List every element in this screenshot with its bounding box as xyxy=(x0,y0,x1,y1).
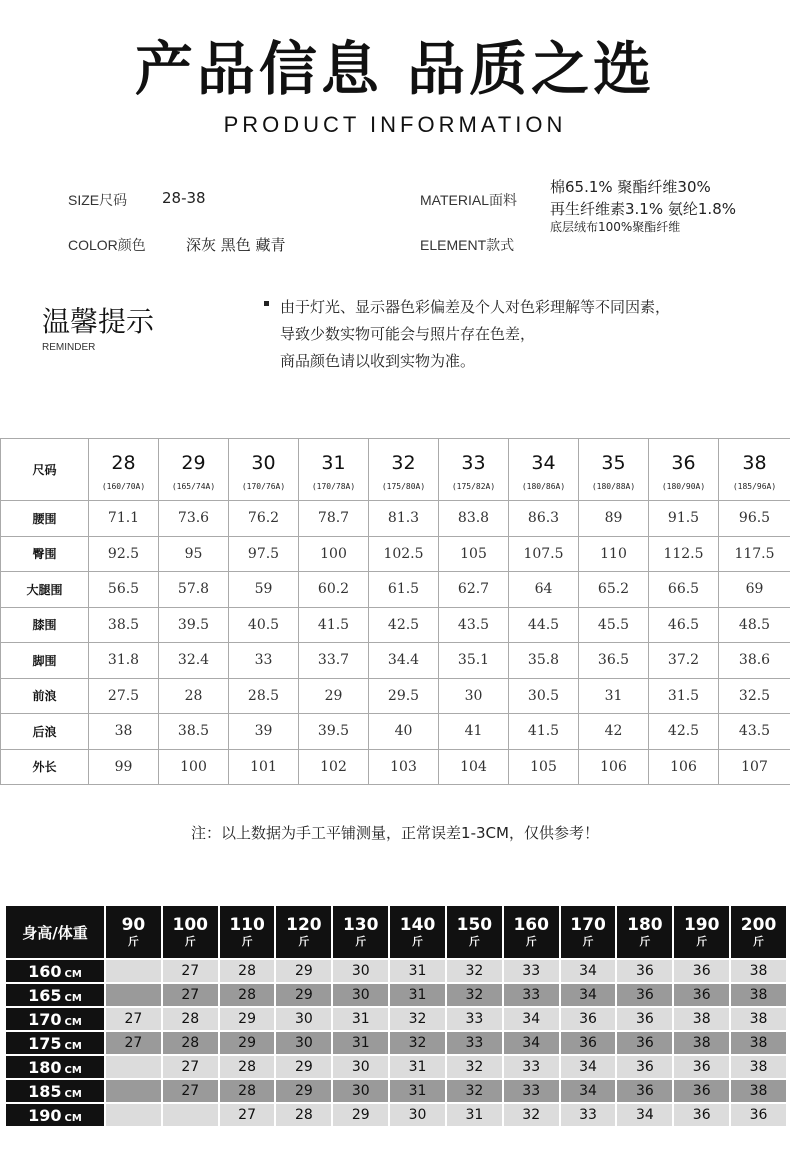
size-header-label: 尺码 xyxy=(1,439,89,501)
table-row xyxy=(1,714,790,750)
size-recommendation-cell: 31 xyxy=(447,1104,502,1126)
table-cell: 91.5 xyxy=(649,501,719,537)
table-cell: 81.3 xyxy=(369,501,439,537)
table-cell: 33.7 xyxy=(299,643,369,679)
size-recommendation-cell: 33 xyxy=(447,1008,502,1030)
table-cell: 35.8 xyxy=(509,643,579,679)
size-recommendation-cell: 27 xyxy=(163,960,218,982)
size-recommendation-cell: 34 xyxy=(561,984,616,1006)
row-label: 腰围 xyxy=(1,501,89,537)
size-recommendation-cell: 32 xyxy=(390,1032,445,1054)
table-cell: 27.5 xyxy=(89,678,159,714)
size-recommendation-cell: 36 xyxy=(617,1008,672,1030)
table-cell: 29 xyxy=(299,678,369,714)
table-cell: 73.6 xyxy=(159,501,229,537)
size-recommendation-cell: 32 xyxy=(504,1104,559,1126)
table-cell: 29.5 xyxy=(369,678,439,714)
table-cell: 34.4 xyxy=(369,643,439,679)
table-cell: 105 xyxy=(509,749,579,785)
height-row xyxy=(6,1104,786,1126)
size-recommendation-cell: 38 xyxy=(731,960,786,982)
size-col-32: 32 (175/80A) xyxy=(369,439,439,501)
size-recommendation-cell: 27 xyxy=(220,1104,275,1126)
size-recommendation-cell: 28 xyxy=(163,1032,218,1054)
row-label: 后浪 xyxy=(1,714,89,750)
size-recommendation-cell: 32 xyxy=(447,984,502,1006)
size-recommendation-cell: 38 xyxy=(731,1080,786,1102)
row-label: 外长 xyxy=(1,749,89,785)
height-row xyxy=(6,1056,786,1078)
table-cell: 112.5 xyxy=(649,536,719,572)
height-label: 190 CM xyxy=(6,1104,104,1126)
size-recommendation-cell: 30 xyxy=(390,1104,445,1126)
table-cell: 33 xyxy=(229,643,299,679)
size-col-35: 35 (180/88A) xyxy=(579,439,649,501)
table-cell: 44.5 xyxy=(509,607,579,643)
size-recommendation-cell: 34 xyxy=(561,960,616,982)
size-recommendation-cell: 28 xyxy=(276,1104,331,1126)
height-label: 175 CM xyxy=(6,1032,104,1054)
table-cell: 31 xyxy=(579,678,649,714)
size-recommendation-cell: 27 xyxy=(106,1008,161,1030)
table-cell: 40 xyxy=(369,714,439,750)
table-cell: 78.7 xyxy=(299,501,369,537)
size-recommendation-cell: 36 xyxy=(674,984,729,1006)
table-cell: 41.5 xyxy=(509,714,579,750)
size-recommendation-cell: 28 xyxy=(220,1056,275,1078)
size-recommendation-cell: 31 xyxy=(390,984,445,1006)
material-line-1: 棉65.1% 聚酯纤维30% xyxy=(550,178,711,196)
size-recommendation-cell: 31 xyxy=(333,1008,388,1030)
size-recommendation-cell: 34 xyxy=(561,1080,616,1102)
table-cell: 61.5 xyxy=(369,572,439,608)
size-recommendation-cell xyxy=(106,1056,161,1078)
size-recommendation-cell: 30 xyxy=(333,984,388,1006)
size-value: 28-38 xyxy=(162,189,206,207)
size-recommendation-cell: 36 xyxy=(674,1080,729,1102)
table-cell: 30 xyxy=(439,678,509,714)
size-recommendation-cell: 33 xyxy=(504,984,559,1006)
table-row xyxy=(1,572,790,608)
size-recommendation-cell: 36 xyxy=(617,1080,672,1102)
height-label: 170 CM xyxy=(6,1008,104,1030)
size-recommendation-cell: 33 xyxy=(561,1104,616,1126)
height-label: 180 CM xyxy=(6,1056,104,1078)
material-label: MATERIAL面料 xyxy=(420,192,517,208)
weight-header-cell: 200 斤 xyxy=(731,906,786,958)
table-cell: 64 xyxy=(509,572,579,608)
size-col-31: 31 (170/78A) xyxy=(299,439,369,501)
row-label: 前浪 xyxy=(1,678,89,714)
table-cell: 100 xyxy=(159,749,229,785)
size-recommendation-cell xyxy=(163,1104,218,1126)
size-recommendation-cell: 38 xyxy=(731,1008,786,1030)
size-recommendation-cell: 29 xyxy=(276,960,331,982)
material-line-2: 再生纤维素3.1% 氨纶1.8% xyxy=(550,200,736,218)
table-cell: 32.5 xyxy=(719,678,790,714)
table-cell: 66.5 xyxy=(649,572,719,608)
table-cell: 105 xyxy=(439,536,509,572)
size-recommendation-cell: 32 xyxy=(447,1056,502,1078)
size-recommendation-cell: 30 xyxy=(333,960,388,982)
table-cell: 31.8 xyxy=(89,643,159,679)
table-cell: 107.5 xyxy=(509,536,579,572)
table-cell: 31.5 xyxy=(649,678,719,714)
table-cell: 28.5 xyxy=(229,678,299,714)
height-row xyxy=(6,960,786,982)
size-recommendation-cell: 29 xyxy=(276,984,331,1006)
size-recommendation-cell xyxy=(106,1080,161,1102)
table-cell: 37.2 xyxy=(649,643,719,679)
table-cell: 100 xyxy=(299,536,369,572)
weight-header-cell: 190 斤 xyxy=(674,906,729,958)
size-recommendation-cell: 36 xyxy=(561,1008,616,1030)
table-cell: 106 xyxy=(649,749,719,785)
table-cell: 41.5 xyxy=(299,607,369,643)
table-row xyxy=(1,536,790,572)
size-recommendation-cell: 31 xyxy=(390,1080,445,1102)
size-header-row xyxy=(1,439,790,501)
weight-header-cell: 150 斤 xyxy=(447,906,502,958)
size-recommendation-cell: 30 xyxy=(333,1056,388,1078)
size-recommendation-cell: 29 xyxy=(333,1104,388,1126)
table-cell: 107 xyxy=(719,749,790,785)
table-cell: 38.6 xyxy=(719,643,790,679)
weight-header-cell: 120 斤 xyxy=(276,906,331,958)
size-col-36: 36 (180/90A) xyxy=(649,439,719,501)
row-label: 膝围 xyxy=(1,607,89,643)
size-col-33: 33 (175/82A) xyxy=(439,439,509,501)
table-cell: 99 xyxy=(89,749,159,785)
size-recommendation-cell xyxy=(106,984,161,1006)
size-recommendation-cell: 33 xyxy=(504,1080,559,1102)
table-cell: 38 xyxy=(89,714,159,750)
color-value: 深灰 黑色 藏青 xyxy=(186,236,286,254)
size-recommendation-cell: 31 xyxy=(390,960,445,982)
size-recommendation-cell: 32 xyxy=(447,960,502,982)
reminder-line-3: 商品颜色请以收到实物为准。 xyxy=(280,352,476,370)
table-cell: 56.5 xyxy=(89,572,159,608)
size-recommendation-cell: 32 xyxy=(390,1008,445,1030)
size-col-38: 38 (185/96A) xyxy=(719,439,790,501)
size-recommendation-cell: 36 xyxy=(617,960,672,982)
weight-header-cell: 140 斤 xyxy=(390,906,445,958)
size-col-30: 30 (170/76A) xyxy=(229,439,299,501)
size-recommendation-cell xyxy=(106,1104,161,1126)
size-recommendation-cell: 29 xyxy=(220,1032,275,1054)
table-cell: 86.3 xyxy=(509,501,579,537)
height-row xyxy=(6,1008,786,1030)
size-recommendation-cell: 30 xyxy=(276,1008,331,1030)
table-cell: 110 xyxy=(579,536,649,572)
page-subtitle: PRODUCT INFORMATION xyxy=(223,112,567,137)
table-row xyxy=(1,678,790,714)
height-weight-corner-label: 身高/体重 xyxy=(6,906,104,958)
height-weight-table xyxy=(4,904,788,1128)
table-cell: 42.5 xyxy=(649,714,719,750)
row-label: 大腿围 xyxy=(1,572,89,608)
height-row xyxy=(6,1080,786,1102)
color-label: COLOR颜色 xyxy=(68,237,146,253)
table-cell: 101 xyxy=(229,749,299,785)
table-cell: 117.5 xyxy=(719,536,790,572)
table-cell: 36.5 xyxy=(579,643,649,679)
size-recommendation-cell: 28 xyxy=(220,1080,275,1102)
size-recommendation-cell: 36 xyxy=(674,1056,729,1078)
size-recommendation-cell: 29 xyxy=(276,1080,331,1102)
table-cell: 42 xyxy=(579,714,649,750)
size-col-28: 28 (160/70A) xyxy=(89,439,159,501)
table-cell: 32.4 xyxy=(159,643,229,679)
size-recommendation-cell: 27 xyxy=(106,1032,161,1054)
size-recommendation-cell: 34 xyxy=(504,1008,559,1030)
table-cell: 95 xyxy=(159,536,229,572)
size-recommendation-cell: 38 xyxy=(674,1032,729,1054)
table-row xyxy=(1,749,790,785)
table-cell: 41 xyxy=(439,714,509,750)
reminder-title: 温馨提示 xyxy=(42,305,155,338)
weight-header-cell: 170 斤 xyxy=(561,906,616,958)
size-recommendation-cell: 28 xyxy=(163,1008,218,1030)
table-cell: 42.5 xyxy=(369,607,439,643)
table-cell: 35.1 xyxy=(439,643,509,679)
table-cell: 106 xyxy=(579,749,649,785)
table-cell: 97.5 xyxy=(229,536,299,572)
reminder-bullet-icon xyxy=(264,301,269,306)
size-label: SIZE尺码 xyxy=(68,192,128,208)
table-cell: 92.5 xyxy=(89,536,159,572)
weight-header-cell: 180 斤 xyxy=(617,906,672,958)
size-recommendation-cell: 29 xyxy=(276,1056,331,1078)
table-row xyxy=(1,643,790,679)
table-cell: 76.2 xyxy=(229,501,299,537)
size-recommendation-cell: 27 xyxy=(163,1056,218,1078)
size-recommendation-cell: 33 xyxy=(447,1032,502,1054)
weight-header-cell: 100 斤 xyxy=(163,906,218,958)
size-recommendation-cell: 27 xyxy=(163,1080,218,1102)
size-recommendation-cell: 38 xyxy=(731,984,786,1006)
weight-header-cell: 110 斤 xyxy=(220,906,275,958)
height-label: 185 CM xyxy=(6,1080,104,1102)
size-measurement-table xyxy=(0,438,790,785)
size-recommendation-cell: 28 xyxy=(220,984,275,1006)
table-cell: 102 xyxy=(299,749,369,785)
table-cell: 57.8 xyxy=(159,572,229,608)
row-label: 臀围 xyxy=(1,536,89,572)
size-recommendation-cell: 27 xyxy=(163,984,218,1006)
size-recommendation-cell: 36 xyxy=(674,1104,729,1126)
table-cell: 30.5 xyxy=(509,678,579,714)
table-cell: 59 xyxy=(229,572,299,608)
table-cell: 39.5 xyxy=(299,714,369,750)
table-row xyxy=(1,501,790,537)
table-cell: 83.8 xyxy=(439,501,509,537)
table-cell: 60.2 xyxy=(299,572,369,608)
size-recommendation-cell: 36 xyxy=(617,984,672,1006)
table-cell: 96.5 xyxy=(719,501,790,537)
table-cell: 45.5 xyxy=(579,607,649,643)
size-recommendation-cell: 31 xyxy=(390,1056,445,1078)
table-cell: 48.5 xyxy=(719,607,790,643)
size-recommendation-cell: 28 xyxy=(220,960,275,982)
size-recommendation-cell: 30 xyxy=(333,1080,388,1102)
weight-header-cell: 90 斤 xyxy=(106,906,161,958)
size-recommendation-cell: 36 xyxy=(731,1104,786,1126)
size-recommendation-cell: 30 xyxy=(276,1032,331,1054)
weight-header-row xyxy=(6,906,786,958)
table-cell: 104 xyxy=(439,749,509,785)
table-cell: 38.5 xyxy=(89,607,159,643)
table-cell: 43.5 xyxy=(719,714,790,750)
element-label: ELEMENT款式 xyxy=(420,237,515,253)
size-recommendation-cell: 29 xyxy=(220,1008,275,1030)
table-cell: 43.5 xyxy=(439,607,509,643)
size-recommendation-cell: 36 xyxy=(561,1032,616,1054)
size-recommendation-cell: 33 xyxy=(504,1056,559,1078)
size-recommendation-cell: 36 xyxy=(674,960,729,982)
weight-header-cell: 160 斤 xyxy=(504,906,559,958)
table-cell: 28 xyxy=(159,678,229,714)
page-title: 产品信息 品质之选 xyxy=(134,35,656,103)
material-line-3: 底层绒布100%聚酯纤维 xyxy=(550,220,681,234)
measurement-note: 注：以上数据为手工平铺测量，正常误差1-3CM，仅供参考！ xyxy=(191,824,599,842)
table-cell: 38.5 xyxy=(159,714,229,750)
table-cell: 71.1 xyxy=(89,501,159,537)
height-label: 165 CM xyxy=(6,984,104,1006)
size-recommendation-cell: 31 xyxy=(333,1032,388,1054)
table-cell: 65.2 xyxy=(579,572,649,608)
size-recommendation-cell: 36 xyxy=(617,1032,672,1054)
height-row xyxy=(6,984,786,1006)
size-recommendation-cell: 38 xyxy=(674,1008,729,1030)
reminder-line-1: 由于灯光、显示器色彩偏差及个人对色彩理解等不同因素， xyxy=(280,298,671,316)
reminder-subtitle: REMINDER xyxy=(42,342,96,353)
size-col-34: 34 (180/86A) xyxy=(509,439,579,501)
height-row xyxy=(6,1032,786,1054)
table-cell: 102.5 xyxy=(369,536,439,572)
size-recommendation-cell: 38 xyxy=(731,1056,786,1078)
table-cell: 62.7 xyxy=(439,572,509,608)
size-recommendation-cell xyxy=(106,960,161,982)
height-label: 160 CM xyxy=(6,960,104,982)
table-cell: 89 xyxy=(579,501,649,537)
weight-header-cell: 130 斤 xyxy=(333,906,388,958)
size-recommendation-cell: 38 xyxy=(731,1032,786,1054)
size-col-29: 29 (165/74A) xyxy=(159,439,229,501)
table-row xyxy=(1,607,790,643)
size-recommendation-cell: 34 xyxy=(561,1056,616,1078)
table-cell: 103 xyxy=(369,749,439,785)
reminder-line-2: 导致少数实物可能会与照片存在色差， xyxy=(280,325,536,343)
size-recommendation-cell: 34 xyxy=(504,1032,559,1054)
table-cell: 69 xyxy=(719,572,790,608)
table-cell: 46.5 xyxy=(649,607,719,643)
row-label: 脚围 xyxy=(1,643,89,679)
size-recommendation-cell: 32 xyxy=(447,1080,502,1102)
table-cell: 39 xyxy=(229,714,299,750)
size-recommendation-cell: 34 xyxy=(617,1104,672,1126)
table-cell: 40.5 xyxy=(229,607,299,643)
size-recommendation-cell: 33 xyxy=(504,960,559,982)
table-cell: 39.5 xyxy=(159,607,229,643)
size-recommendation-cell: 36 xyxy=(617,1056,672,1078)
